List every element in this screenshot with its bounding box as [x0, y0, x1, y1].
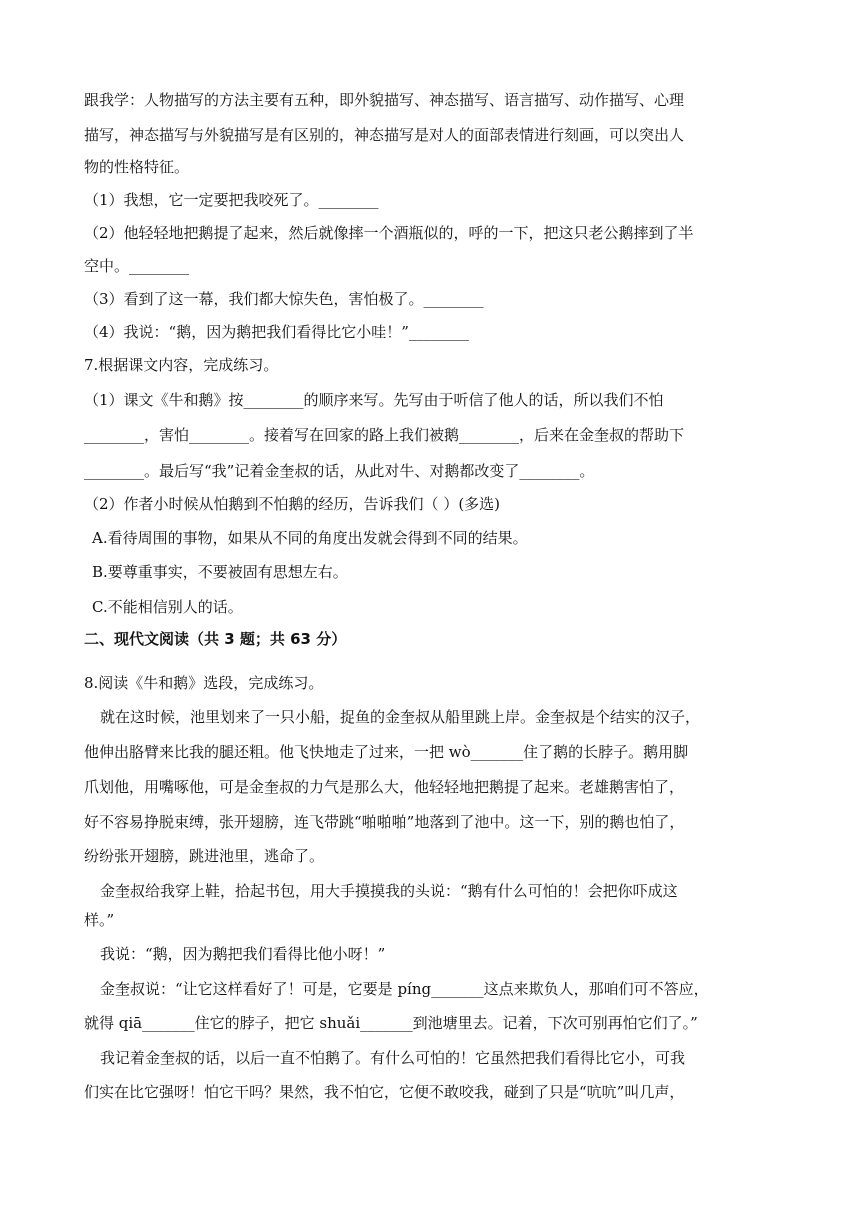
passage-line: 纷纷张开翅膀，跳进池里，逃命了。 [84, 847, 325, 865]
text-line: ________，害怕________。接着写在回家的路上我们被鹅________，后来在金奎叔的帮助下 [84, 426, 685, 444]
text-line: 空中。________ [84, 257, 190, 275]
passage-paragraph: 金奎叔说：“让它这样看好了！可是，它要是 píng_______这点来欺负人，那咱们可不答应， [100, 980, 709, 998]
passage-paragraph: 我说：“鹅，因为鹅把我们看得比他小呀！” [100, 945, 386, 963]
text-line: （1）课文《牛和鹅》按________的顺序来写。先写由于听信了他人的话，所以我们不怕 [84, 391, 664, 409]
passage-line: 们实在比它强呀！怕它干吗？果然，我不怕它，它便不敢咬我，碰到了只是“吭吭”叫几声， [84, 1083, 685, 1101]
option-b: B.要尊重事实，不要被固有思想左右。 [92, 563, 348, 581]
passage-line: 好不容易挣脱束缚，张开翅膀，连飞带跳“啪啪啪”地落到了池中。这一下，别的鹅也怕了， [84, 813, 685, 831]
option-a: A.看待周围的事物，如果从不同的角度出发就会得到不同的结果。 [92, 529, 528, 547]
text-line: （3）看到了这一幕，我们都大惊失色，害怕极了。________ [84, 290, 484, 308]
option-c: C.不能相信别人的话。 [92, 598, 243, 616]
text-line: （2）他轻轻地把鹅提了起来，然后就像摔一个酒瓶似的，呼的一下，把这只老公鹅摔到了半 [84, 224, 694, 242]
passage-paragraph: 我记着金奎叔的话，以后一直不怕鹅了。有什么可怕的！它虽然把我们看得比它小，可我 [100, 1049, 686, 1067]
section-heading: 二、现代文阅读（共 3 题；共 63 分） [84, 630, 347, 648]
text-line: （4）我说：“鹅，因为鹅把我们看得比它小哇！”________ [84, 323, 469, 341]
passage-line: 样。” [84, 911, 115, 929]
passage-line: 他伸出胳臂来比我的腿还粗。他飞快地走了过来，一把 wò_______住了鹅的长脖子。鹅用脚 [84, 743, 689, 761]
passage-paragraph: 就在这时候，池里划来了一只小船，捉鱼的金奎叔从船里跳上岸。金奎叔是个结实的汉子， [100, 708, 701, 726]
text-line: 跟我学：人物描写的方法主要有五种，即外貌描写、神态描写、语言描写、动作描写、心理 [84, 91, 685, 109]
question-title: 8.阅读《牛和鹅》选段，完成练习。 [84, 674, 324, 692]
passage-line: 就得 qiā_______住它的脖子，把它 shuǎi_______到池塘里去。记着，下次可别再怕它们了。” [84, 1014, 698, 1032]
text-line: 描写，神态描写与外貌描写是有区别的，神态描写是对人的面部表情进行刻画，可以突出人 [84, 126, 685, 144]
question-title: 7.根据课文内容，完成练习。 [84, 356, 279, 374]
text-line: （2）作者小时候从怕鹅到不怕鹅的经历，告诉我们（ ）(多选) [84, 495, 501, 513]
text-line: （1）我想，它一定要把我咬死了。________ [84, 191, 379, 209]
passage-line: 爪划他，用嘴啄他，可是金奎叔的力气是那么大，他轻轻地把鹅提了起来。老雄鹅害怕了， [84, 778, 685, 796]
text-line: ________。最后写“我”记着金奎叔的话，从此对牛、对鹅都改变了________。 [84, 462, 595, 480]
text-line: 物的性格特征。 [84, 158, 190, 176]
passage-paragraph: 金奎叔给我穿上鞋，拾起书包，用大手摸摸我的头说：“鹅有什么可怕的！会把你吓成这 [100, 882, 678, 900]
